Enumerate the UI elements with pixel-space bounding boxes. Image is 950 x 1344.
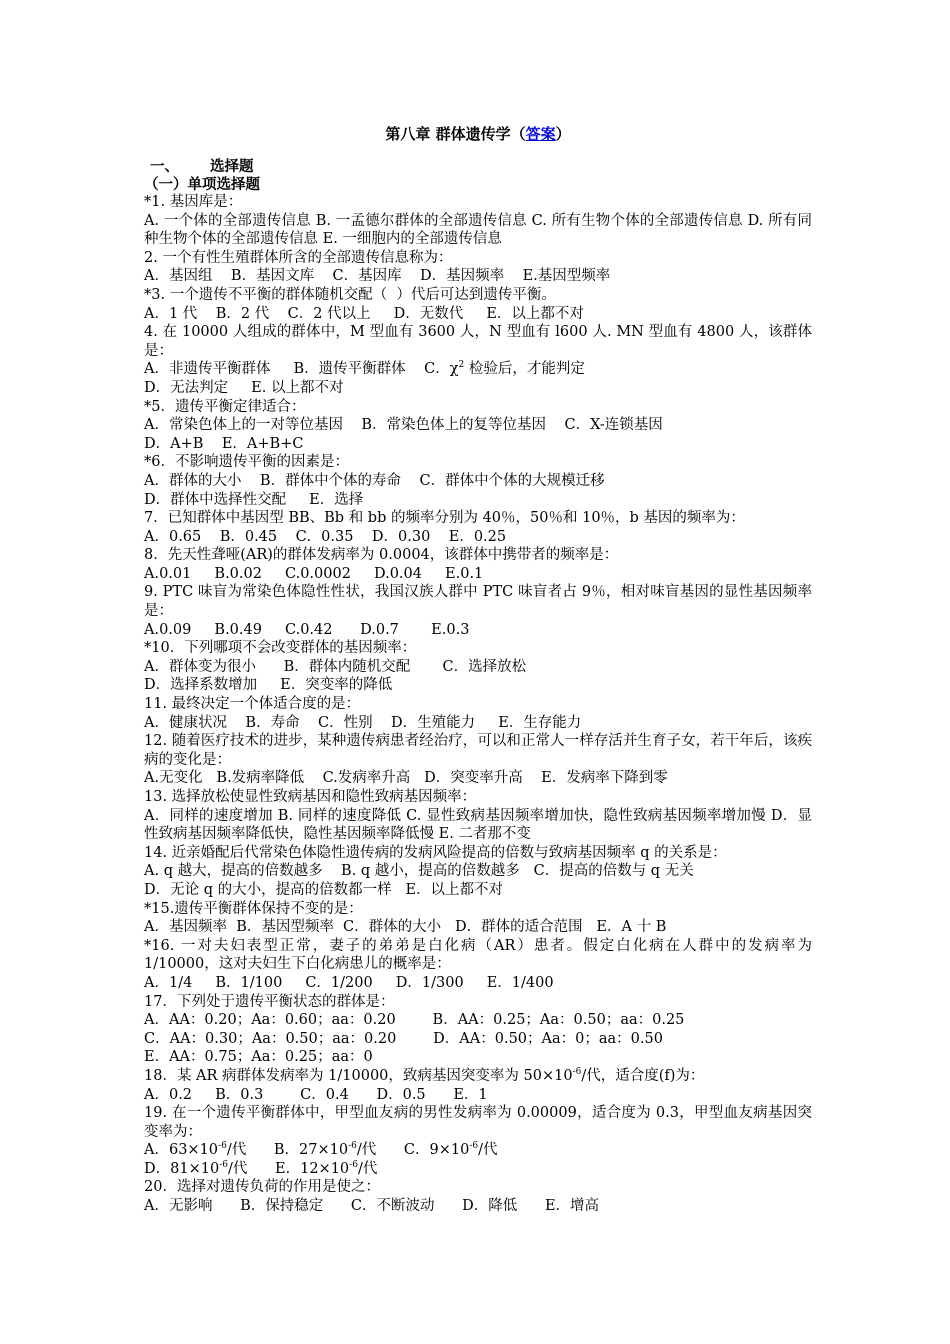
- question-line: [144, 974, 812, 993]
- question-line: [144, 379, 812, 398]
- line-text: A．群体变为很小 B．群体内随机交配 C．选择放松: [144, 658, 527, 675]
- question-line: [144, 249, 812, 268]
- question-line: [144, 918, 812, 937]
- line-text: 11. 最终决定一个体适合度的是：: [144, 696, 361, 713]
- line-text: A. q 越大，提高的倍数越多 B. q 越小，提高的倍数越多 C．提高的倍数与 q 无关: [144, 863, 694, 880]
- question-line: [144, 212, 812, 249]
- question-line: [144, 509, 812, 528]
- question-line: [144, 732, 812, 769]
- line-text: E．AA：0.75；Aa：0.25；aa：0: [144, 1049, 373, 1066]
- line-text: 18．某 AR 病群体发病率为 1/10000，致病基因突变率为 50×10: [144, 1067, 573, 1084]
- line-text: 8．先天性聋哑(AR)的群体发病率为 0.0004，该群体中携带者的频率是：: [144, 547, 619, 564]
- superscript: -6: [469, 1141, 479, 1152]
- question-line: [144, 1141, 812, 1160]
- question-line: [144, 714, 812, 733]
- question-line: [144, 1160, 812, 1179]
- question-list: [144, 193, 812, 1216]
- question-line: [144, 193, 812, 212]
- line-text: A．同样的速度增加 B. 同样的速度降低 C. 显性致病基因频率增加快，隐性致病基因频率增加慢 D．显性致病基因频率降低快，隐性基因频率降低慢 E. 二者那不变: [144, 807, 812, 843]
- line-text: *1. 基因库是：: [144, 194, 243, 210]
- line-text: D．A+B E．A+B+C: [144, 435, 304, 452]
- question-line: [144, 398, 812, 417]
- question-line: [144, 881, 812, 900]
- line-text: A．基因组 B．基因文库 C．基因库 D．基因频率 E.基因型频率: [144, 268, 611, 285]
- line-text: 检验后，才能判定: [464, 361, 585, 378]
- line-text: 12. 随着医疗技术的进步，某种遗传病患者经治疗，可以和正常人一样存活并生育子女，若干年后，该疾病的变化是：: [144, 733, 812, 768]
- question-line: [144, 546, 812, 565]
- title-prefix: 第八章 群体遗传学（: [385, 125, 526, 143]
- question-line: [144, 621, 812, 640]
- line-text: A．1/4 B．1/100 C．1/200 D．1/300 E．1/400: [144, 974, 554, 991]
- line-text: /代: [478, 1142, 498, 1159]
- question-line: [144, 695, 812, 714]
- line-text: 20．选择对遗传负荷的作用是使之：: [144, 1179, 380, 1196]
- question-line: [144, 323, 812, 360]
- line-text: A．健康状况 B．寿命 C．性别 D．生殖能力 E．生存能力: [144, 714, 582, 731]
- line-text: *10．下列哪项不会改变群体的基因频率：: [144, 640, 417, 657]
- question-line: [144, 807, 812, 844]
- section-heading-choice: [144, 158, 812, 176]
- line-text: A.0.01 B.0.02 C.0.0002 D.0.04 E.0.1: [144, 565, 484, 582]
- question-line: [144, 788, 812, 807]
- question-line: [144, 1048, 812, 1067]
- superscript: -6: [219, 1160, 228, 1171]
- superscript: -6: [218, 1141, 227, 1152]
- line-text: D．无法判定 E. 以上都不对: [144, 379, 344, 396]
- line-text: A．1 代 B．2 代 C．2 代以上 D．无数代 E．以上都不对: [144, 305, 584, 322]
- line-text: A．AA：0.20；Aa：0.60；aa：0.20 B．AA：0.25；Aa：0.50；aa：0.25: [144, 1012, 685, 1029]
- line-text: 9. PTC 味盲为常染色体隐性性状，我国汉族人群中 PTC 味盲者占 9％，相对味盲基因的显性基因频率是：: [144, 584, 812, 620]
- line-text: D．群体中选择性交配 E．选择: [144, 491, 364, 508]
- question-line: [144, 993, 812, 1012]
- line-text: /代，适合度(f)为：: [581, 1067, 705, 1084]
- line-text: 7．已知群体中基因型 BB、Bb 和 bb 的频率分别为 40％，50％和 10％，b 基因的频率为：: [144, 510, 745, 527]
- page-title: [144, 124, 812, 144]
- question-line: [144, 676, 812, 695]
- question-line: [144, 1030, 812, 1049]
- line-text: D．81×10: [144, 1160, 220, 1177]
- question-line: [144, 472, 812, 491]
- question-line: [144, 435, 812, 454]
- line-text: A.无变化 B.发病率降低 C.发病率升高 D．突变率升高 E．发病率下降到零: [144, 770, 668, 787]
- line-text: /代 C．9×10: [356, 1142, 470, 1159]
- line-text: A. 一个体的全部遗传信息 B. 一孟德尔群体的全部遗传信息 C. 所有生物个体的全部遗传信息 D. 所有同种生物个体的全部遗传信息 E. 一细胞内的全部遗传信息: [144, 212, 812, 248]
- line-text: /代 E．12×10: [227, 1160, 350, 1177]
- line-text: A．群体的大小 B．群体中个体的寿命 C．群体中个体的大规模迁移: [144, 472, 605, 489]
- line-text: 17．下列处于遗传平衡状态的群体是：: [144, 993, 395, 1010]
- question-line: [144, 267, 812, 286]
- superscript: -6: [349, 1160, 358, 1171]
- question-line: [144, 862, 812, 881]
- question-line: [144, 305, 812, 324]
- section-number: 一、: [150, 158, 179, 175]
- line-text: 13. 选择放松使显性致病基因和隐性致病基因频率：: [144, 789, 477, 805]
- line-text: D．选择系数增加 E．突变率的降低: [144, 677, 393, 694]
- question-line: [144, 360, 812, 379]
- answer-link[interactable]: 答案: [525, 125, 556, 143]
- question-line: [144, 1011, 812, 1030]
- line-text: /代 B．27×10: [226, 1142, 349, 1159]
- line-text: *3. 一个遗传不平衡的群体随机交配（ ）代后可达到遗传平衡。: [144, 286, 556, 303]
- line-text: 19. 在一个遗传平衡群体中，甲型血友病的男性发病率为 0.00009，适合度为 0.3，甲型血友病基因突变率为：: [144, 1105, 812, 1140]
- question-line: [144, 658, 812, 677]
- section-label: 选择题: [210, 158, 254, 175]
- question-line: [144, 937, 812, 974]
- question-line: [144, 1178, 812, 1197]
- question-line: [144, 565, 812, 584]
- question-line: [144, 453, 812, 472]
- line-text: A．0.2 B．0.3 C．0.4 D．0.5 E．1: [144, 1086, 488, 1103]
- question-line: [144, 844, 812, 863]
- line-text: *15.遗传平衡群体保持不变的是：: [144, 900, 363, 917]
- subsection-heading-single-choice: （一）单项选择题: [144, 175, 260, 193]
- line-text: D．无论 q 的大小，提高的倍数都一样 E．以上都不对: [144, 881, 504, 898]
- question-line: [144, 491, 812, 510]
- question-line: [144, 1067, 812, 1086]
- line-text: /代: [357, 1160, 378, 1177]
- line-text: *16. 一对夫妇表型正常，妻子的弟弟是白化病（AR）患者。假定白化病在人群中的发病率为 1/10000，这对夫妇生下白化病患儿的概率是：: [144, 937, 812, 973]
- line-text: *5．遗传平衡定律适合：: [144, 398, 306, 415]
- document-page: [144, 124, 812, 1216]
- question-line: [144, 1086, 812, 1105]
- line-text: C．AA：0.30；Aa：0.50；aa：0.20 D．AA：0.50；Aa：0；aa：0.50: [144, 1030, 663, 1047]
- question-line: [144, 286, 812, 305]
- question-line: [144, 416, 812, 435]
- question-line: [144, 528, 812, 547]
- question-line: [144, 583, 812, 620]
- title-suffix: ）: [555, 125, 571, 143]
- line-text: A．0.65 B．0.45 C．0.35 D．0.30 E．0.25: [144, 528, 507, 545]
- line-text: A．63×10: [144, 1142, 219, 1159]
- question-line: [144, 769, 812, 788]
- superscript: 2: [458, 360, 465, 371]
- line-text: *6．不影响遗传平衡的因素是：: [144, 454, 349, 471]
- line-text: A.0.09 B.0.49 C.0.42 D.0.7 E.0.3: [144, 621, 470, 638]
- line-text: 2. 一个有性生殖群体所含的全部遗传信息称为：: [144, 249, 453, 266]
- superscript: -6: [348, 1141, 357, 1152]
- line-text: A．非遗传平衡群体 B．遗传平衡群体 C．χ: [144, 361, 459, 378]
- line-text: 14. 近亲婚配后代常染色体隐性遗传病的发病风险提高的倍数与致病基因频率 q 的关系是：: [144, 844, 727, 861]
- line-text: A．常染色体上的一对等位基因 B．常染色体上的复等位基因 C．X-连锁基因: [144, 417, 663, 434]
- superscript: -6: [572, 1067, 582, 1078]
- line-text: 4. 在 10000 人组成的群体中，M 型血有 3600 人，N 型血有 l600 人. MN 型血有 4800 人，该群体是：: [144, 324, 812, 359]
- question-line: [144, 1104, 812, 1141]
- question-line: [144, 639, 812, 658]
- line-text: A．无影响 B．保持稳定 C．不断波动 D．降低 E．增高: [144, 1198, 600, 1215]
- line-text: A．基因频率 B．基因型频率 C．群体的大小 D．群体的适合范围 E．A 十 B: [144, 919, 667, 936]
- question-line: [144, 900, 812, 919]
- question-line: [144, 1197, 812, 1216]
